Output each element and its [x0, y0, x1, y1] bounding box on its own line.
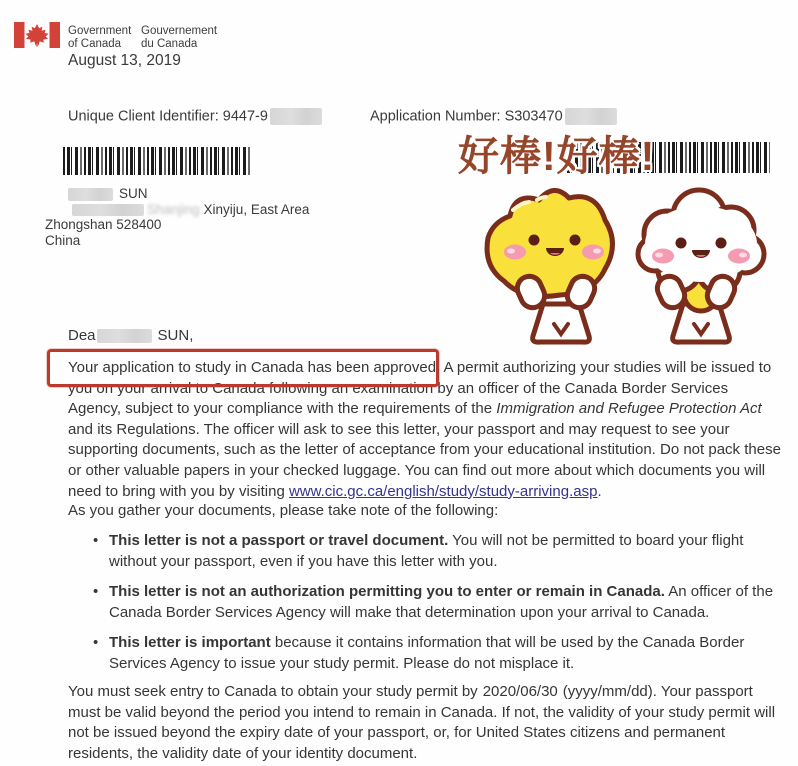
act-name-italic: Immigration and Refugee Protection Act [496, 400, 762, 418]
bullet-marker: • [93, 634, 99, 651]
para1-period: . [597, 482, 602, 500]
address-line-city: Zhongshan 528400 [45, 217, 162, 232]
bullet-marker: • [93, 532, 99, 549]
bullet-rest: You will not be permitted to board your flight without your passport, even if you have this letter with you. [109, 532, 744, 570]
canada-flag-icon [14, 22, 60, 48]
cloud-character [638, 190, 764, 342]
salutation-redaction-blur [97, 329, 152, 343]
bullet-not-passport [93, 531, 781, 572]
bullet-rest: An officer of the Canada Border Services Agency will make that determination upon your arrival to Canada. [109, 583, 774, 621]
sticker-text: 好棒!好棒! [458, 133, 656, 179]
name-redaction-blur [68, 188, 113, 201]
recipient-address-block [45, 186, 309, 248]
street-redaction-blur [72, 204, 144, 216]
application-number [370, 108, 617, 125]
bullet-text [109, 633, 781, 674]
deadline-date: 2020/06/30 [482, 683, 558, 700]
bullet-text [109, 582, 781, 623]
salutation-start: Dea [68, 327, 96, 344]
street-visible-text: Xinyiju, East Area [203, 201, 310, 217]
salutation-end: SUN, [157, 327, 194, 344]
barcode [63, 147, 251, 175]
cic-study-arriving-link[interactable]: www.cic.gc.ca/english/study/study-arriving.asp [288, 482, 598, 500]
uci-value: 9447-9 [222, 108, 268, 125]
final-before: You must seek entry to Canada to obtain your study permit by [68, 683, 478, 700]
gov-fr-line2: du Canada [141, 37, 198, 50]
recipient-surname: SUN [119, 186, 148, 201]
recipient-name-line [45, 186, 309, 202]
uci-label: Unique Client Identifier: [68, 108, 223, 125]
lemon-character [487, 190, 612, 342]
gather-documents-note: As you gather your documents, please take note of the following: [68, 502, 499, 519]
gov-of-canada-fr [141, 25, 217, 50]
approved-sentence: Your application to study in Canada has been approved. [68, 359, 441, 376]
final-after: (yyyy/mm/dd). Your passport must be valid beyond the period you intend to remain in Canada. If not, the validity of your study permit will not be issued beyond the expiry date of your passport, or, for United States citizens and permanent residents, the validity date of your identity document. [68, 683, 776, 762]
celebration-sticker-characters [455, 176, 795, 353]
bullet-letter-important [93, 633, 781, 674]
bullet-not-authorization [93, 582, 781, 623]
street-blurred-text: Shanjing [147, 201, 200, 217]
letter-date: August 13, 2019 [68, 52, 181, 69]
unique-client-identifier [68, 108, 322, 125]
bullet-bold: This letter is not an authorization permitting you to enter or remain in Canada. [109, 583, 665, 600]
salutation [68, 326, 193, 347]
gov-of-canada-en [68, 25, 131, 50]
para1-part3: and its Regulations. The officer will ask to see this letter, your passport and may request to see your supporting documents, such as the letter of acceptance from your educational institution. Do not pack these or other valuable papers in your checked luggage. You can find out more about which documents you will need to bring with you by visiting [68, 420, 781, 500]
bullet-bold: This letter is important [109, 634, 271, 651]
para1-part2: A permit authorizing your studies will be issued to you on your arrival to Canada following an examination by an officer of the Canada Border Services Agency, subject to your compliance with the requirements of the [68, 359, 772, 418]
gov-fr-line1: Gouvernement [141, 25, 218, 37]
address-line-country: China [45, 232, 81, 248]
bullet-text [109, 531, 781, 572]
entry-deadline-paragraph [68, 682, 786, 764]
address-line-street [45, 202, 309, 218]
gov-en-line1: Government [68, 25, 132, 37]
approval-highlight-box [47, 349, 439, 387]
uci-redaction-blur [270, 108, 322, 125]
application-number-value: S303470 [504, 108, 563, 125]
gov-en-line2: of Canada [68, 37, 122, 50]
application-number-label: Application Number: [370, 108, 505, 125]
bullet-rest: because it contains information that will be used by the Canada Border Services Agency to issue your study permit. Please do not misplace it. [109, 634, 745, 672]
bullet-bold: This letter is not a passport or travel document. [109, 532, 449, 549]
bullet-marker: • [93, 583, 99, 600]
application-number-redaction-blur [565, 108, 617, 125]
